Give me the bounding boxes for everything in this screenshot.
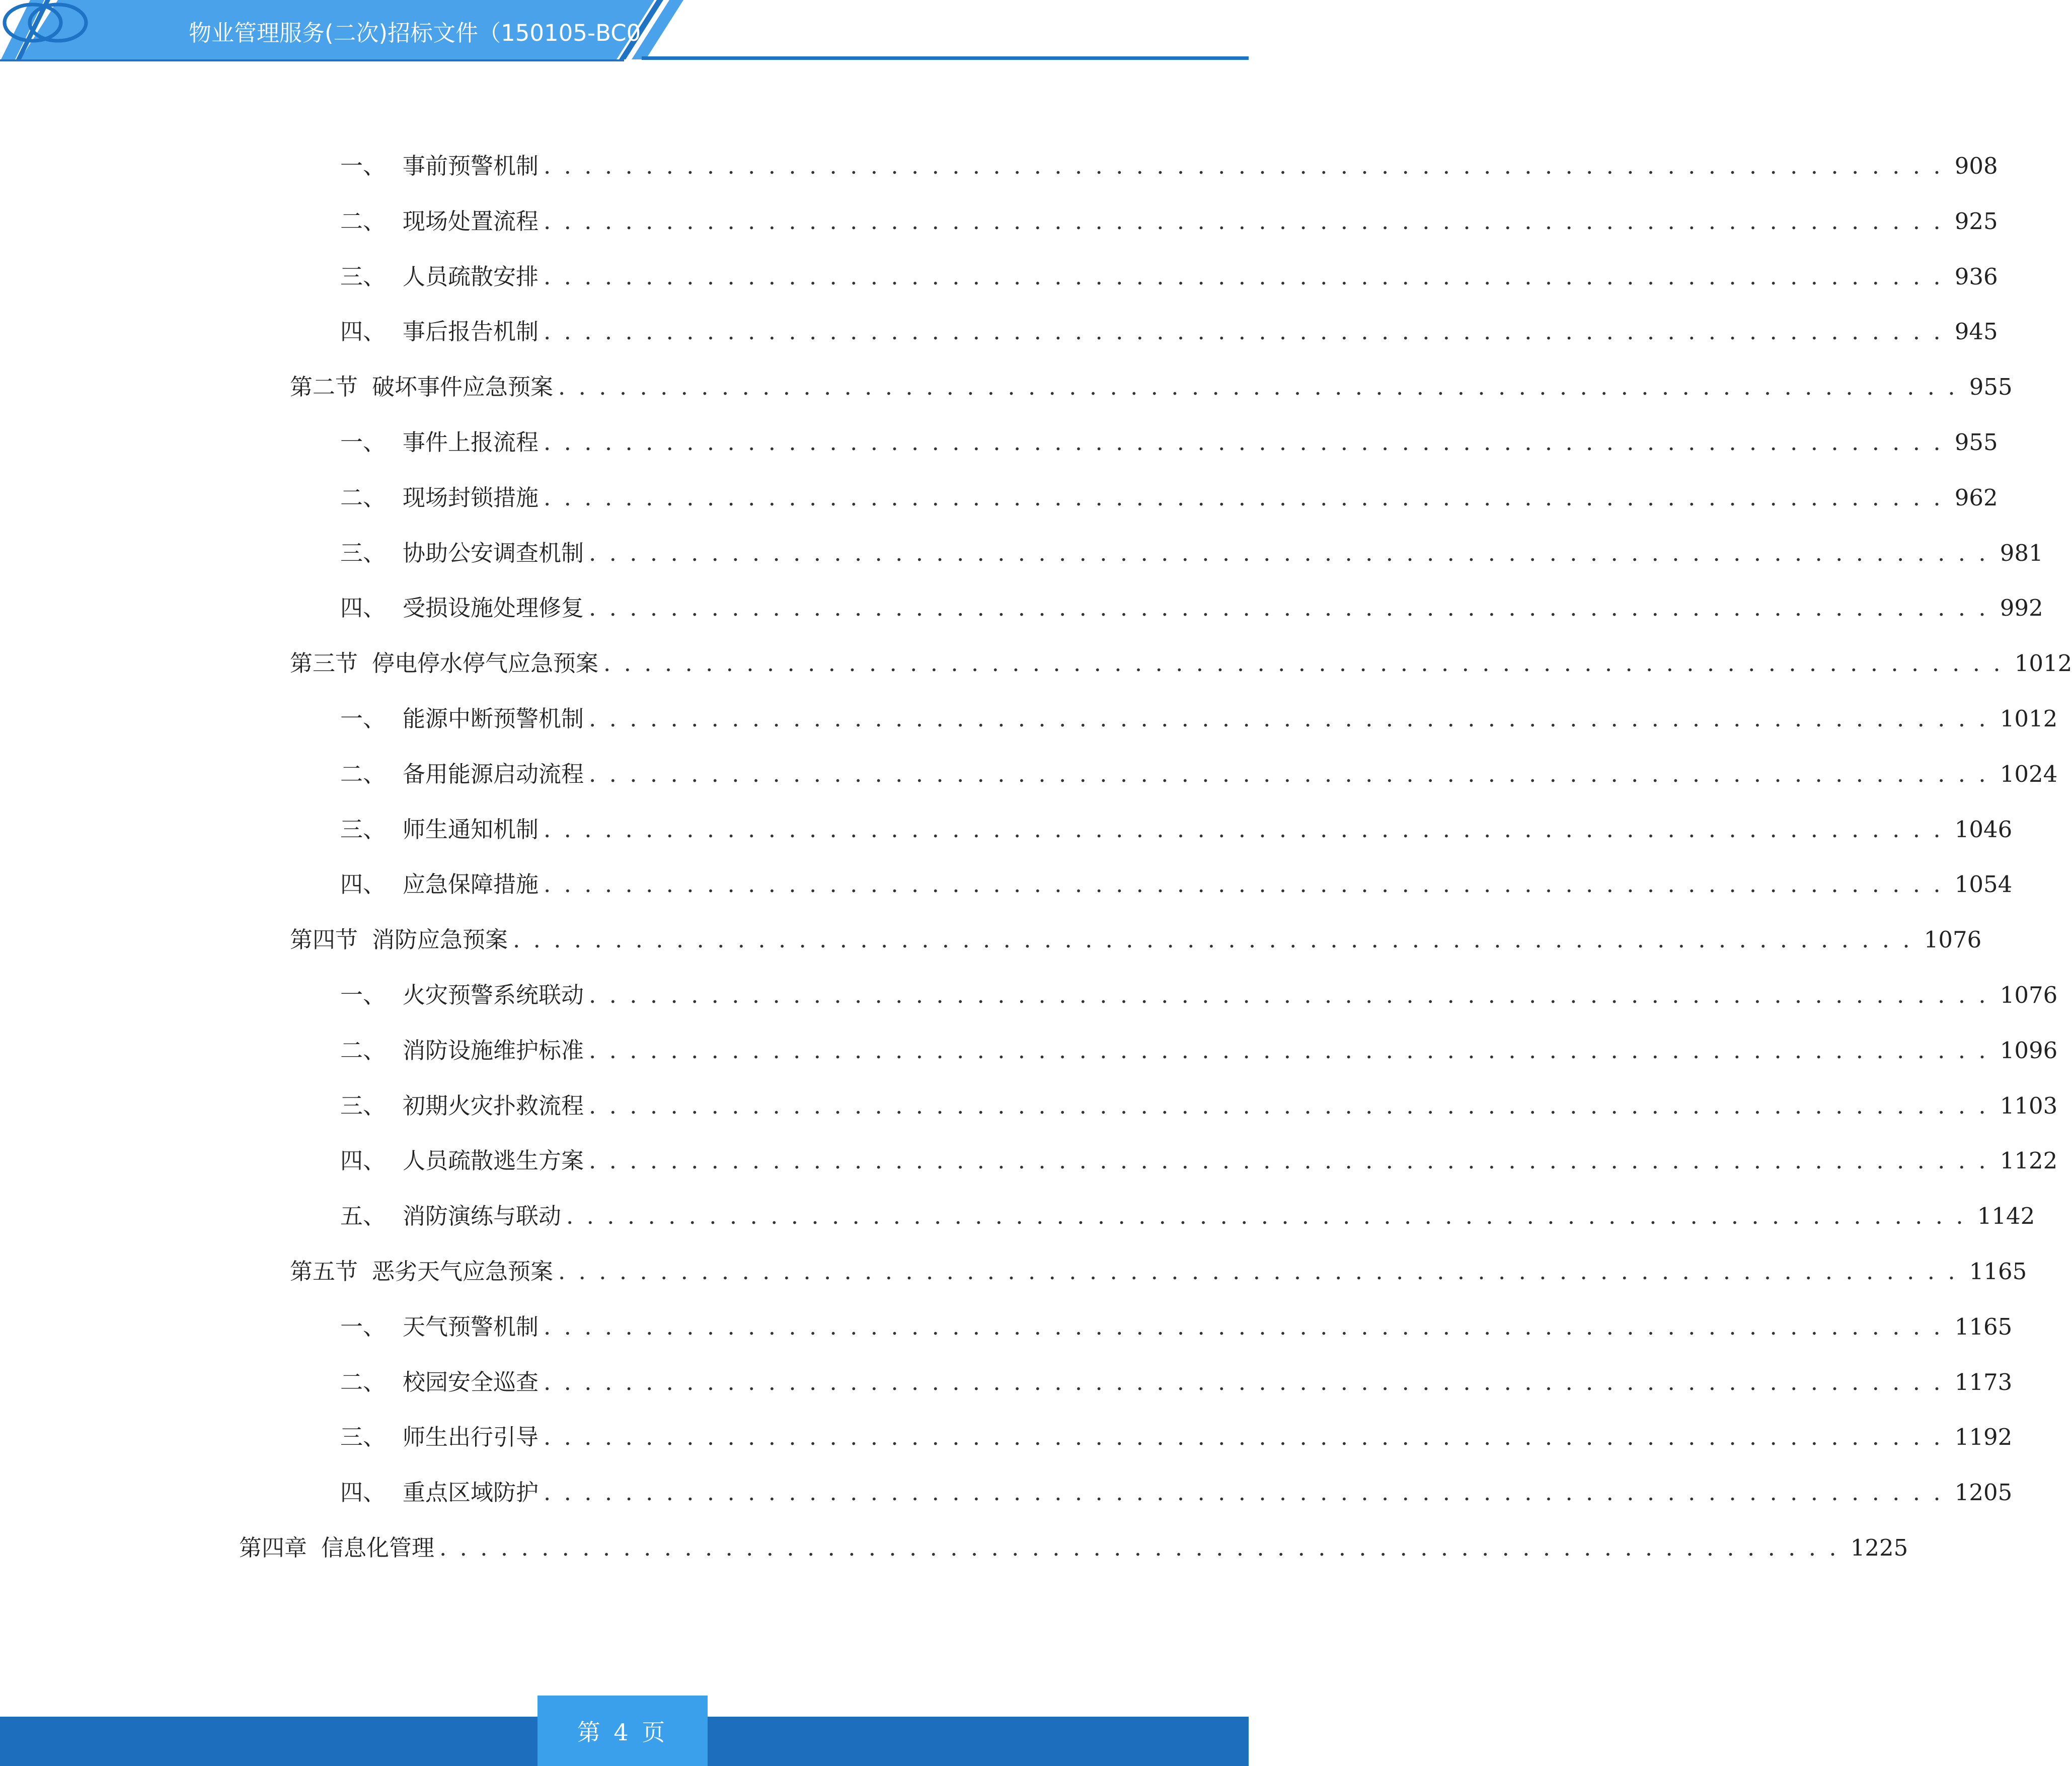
toc-dot-leader: . . . . . . . . . . . . . . . . . . . . . . . . . . . . . . . . . . . . . . . . . . . . . . . . . . . . . . . . . . . . . . . . . . . . . xyxy=(603,650,2004,677)
toc-entry-number: 一、 xyxy=(340,705,386,732)
toc-entry-number: 四、 xyxy=(340,1147,386,1174)
toc-entry-number: 三、 xyxy=(340,816,386,843)
toc-dot-leader: . . . . . . . . . . . . . . . . . . . . . . . . . . . . . . . . . . . . . . . . . . . . . . . . . . . . . . . . . . . . . . . . . . . . . xyxy=(558,374,1958,400)
toc-entry[interactable] xyxy=(340,1367,2013,1397)
toc-entry-number: 三、 xyxy=(340,1424,386,1450)
toc-entry-title: 事件上报流程 xyxy=(403,429,539,456)
toc-dot-leader: . . . . . . . . . . . . . . . . . . . . . . . . . . . . . . . . . . . . . . . . . . . . . . . . . . . . . . . . . . . . . . . . . . . . . xyxy=(544,871,1944,898)
page-number-label: 第 4 页 xyxy=(577,1719,668,1746)
toc-entry-title: 天气预警机制 xyxy=(403,1313,539,1340)
toc-entry[interactable] xyxy=(340,151,1998,181)
toc-entry-number: 第四节 xyxy=(290,926,358,953)
toc-entry[interactable] xyxy=(239,1533,1908,1563)
toc-entry[interactable] xyxy=(340,1422,2013,1452)
toc-dot-leader: . . . . . . . . . . . . . . . . . . . . . . . . . . . . . . . . . . . . . . . . . . . . . . . . . . . . . . . . . . . . . . . . . . . . . xyxy=(589,1092,1989,1119)
toc-entry[interactable] xyxy=(340,262,1998,292)
toc-entry[interactable] xyxy=(340,1478,2013,1508)
toc-entry-page-number: 1076 xyxy=(1924,926,1982,953)
toc-entry-number: 五、 xyxy=(340,1203,386,1229)
toc-entry[interactable] xyxy=(340,704,2058,734)
toc-dot-leader: . . . . . . . . . . . . . . . . . . . . . . . . . . . . . . . . . . . . . . . . . . . . . . . . . . . . . . . . . . . . . . . . . . . . . xyxy=(589,705,1989,732)
toc-dot-leader: . . . . . . . . . . . . . . . . . . . . . . . . . . . . . . . . . . . . . . . . . . . . . . . . . . . . . . . . . . . . . . . . . . . . . xyxy=(544,816,1944,843)
toc-entry[interactable] xyxy=(340,815,2013,845)
toc-entry[interactable] xyxy=(290,925,1982,955)
toc-dot-leader: . . . . . . . . . . . . . . . . . . . . . . . . . . . . . . . . . . . . . . . . . . . . . . . . . . . . . . . . . . . . . . . . . . . . . xyxy=(544,1369,1944,1395)
toc-entry-page-number: 962 xyxy=(1954,484,1998,511)
toc-entry[interactable] xyxy=(340,593,2043,623)
toc-entry-page-number: 1142 xyxy=(1977,1203,2035,1229)
toc-entry-number: 二、 xyxy=(340,761,386,787)
toc-entry-page-number: 945 xyxy=(1954,318,1998,345)
toc-dot-leader: . . . . . . . . . . . . . . . . . . . . . . . . . . . . . . . . . . . . . . . . . . . . . . . . . . . . . . . . . . . . . . . . . . . . . xyxy=(544,208,1944,235)
toc-dot-leader: . . . . . . . . . . . . . . . . . . . . . . . . . . . . . . . . . . . . . . . . . . . . . . . . . . . . . . . . . . . . . . . . . . . . . xyxy=(544,318,1944,345)
page-header xyxy=(0,0,1249,65)
toc-entry[interactable] xyxy=(340,427,1998,458)
toc-entry-number: 三、 xyxy=(340,263,386,290)
toc-entry-page-number: 936 xyxy=(1954,263,1998,290)
toc-entry-page-number: 1012 xyxy=(2014,650,2072,677)
toc-entry-page-number: 1076 xyxy=(2000,982,2058,1008)
toc-entry-number: 四、 xyxy=(340,318,386,345)
toc-entry-title: 能源中断预警机制 xyxy=(403,705,584,732)
toc-entry-title: 事后报告机制 xyxy=(403,318,539,345)
toc-entry-number: 第四章 xyxy=(239,1534,308,1561)
toc-entry-number: 第二节 xyxy=(290,374,358,400)
toc-entry-page-number: 955 xyxy=(1969,374,2013,400)
toc-entry-title: 破坏事件应急预案 xyxy=(372,374,554,400)
toc-entry[interactable] xyxy=(340,1146,2058,1176)
toc-entry-number: 二、 xyxy=(340,484,386,511)
toc-entry-title: 协助公安调查机制 xyxy=(403,540,584,566)
toc-entry-page-number: 1054 xyxy=(1954,871,2013,898)
toc-entry-number: 三、 xyxy=(340,540,386,566)
toc-entry[interactable] xyxy=(340,1091,2058,1121)
toc-entry-title: 消防设施维护标准 xyxy=(403,1037,584,1064)
toc-entry-number: 第五节 xyxy=(290,1258,358,1285)
page-number-box xyxy=(538,1696,708,1766)
toc-entry-page-number: 1205 xyxy=(1954,1479,2013,1506)
toc-entry-title: 人员疏散逃生方案 xyxy=(403,1147,584,1174)
toc-entry-page-number: 1046 xyxy=(1954,816,2013,843)
toc-entry-page-number: 981 xyxy=(2000,540,2043,566)
toc-entry-page-number: 1103 xyxy=(2000,1092,2058,1119)
toc-entry[interactable] xyxy=(340,317,1998,347)
toc-entry-title: 应急保障措施 xyxy=(403,871,539,898)
toc-entry-title: 消防演练与联动 xyxy=(403,1203,562,1229)
toc-entry-number: 二、 xyxy=(340,208,386,235)
toc-entry-title: 信息化管理 xyxy=(321,1534,435,1561)
toc-entry-title: 消防应急预案 xyxy=(372,926,508,953)
toc-entry[interactable] xyxy=(340,1312,2013,1342)
toc-entry[interactable] xyxy=(340,759,2058,789)
toc-entry-title: 师生出行引导 xyxy=(403,1424,539,1450)
toc-entry-number: 二、 xyxy=(340,1369,386,1395)
toc-dot-leader: . . . . . . . . . . . . . . . . . . . . . . . . . . . . . . . . . . . . . . . . . . . . . . . . . . . . . . . . . . . . . . . . . . . . . xyxy=(544,429,1944,456)
toc-entry-number: 二、 xyxy=(340,1037,386,1064)
toc-entry-title: 现场封锁措施 xyxy=(403,484,539,511)
toc-entry-title: 事前预警机制 xyxy=(403,153,539,179)
toc-entry-page-number: 908 xyxy=(1954,153,1998,179)
toc-entry-title: 恶劣天气应急预案 xyxy=(372,1258,554,1285)
toc-dot-leader: . . . . . . . . . . . . . . . . . . . . . . . . . . . . . . . . . . . . . . . . . . . . . . . . . . . . . . . . . . . . . . . . . . . . . xyxy=(544,1479,1944,1506)
toc-entry-page-number: 1225 xyxy=(1850,1534,1908,1561)
toc-dot-leader: . . . . . . . . . . . . . . . . . . . . . . . . . . . . . . . . . . . . . . . . . . . . . . . . . . . . . . . . . . . . . . . . . . . . . xyxy=(558,1258,1958,1285)
toc-entry-title: 师生通知机制 xyxy=(403,816,539,843)
toc-dot-leader: . . . . . . . . . . . . . . . . . . . . . . . . . . . . . . . . . . . . . . . . . . . . . . . . . . . . . . . . . . . . . . . . . . . . . xyxy=(566,1203,1966,1229)
toc-entry-number: 四、 xyxy=(340,1479,386,1506)
toc-dot-leader: . . . . . . . . . . . . . . . . . . . . . . . . . . . . . . . . . . . . . . . . . . . . . . . . . . . . . . . . . . . . . . . . . . . . . xyxy=(544,484,1944,511)
toc-dot-leader: . . . . . . . . . . . . . . . . . . . . . . . . . . . . . . . . . . . . . . . . . . . . . . . . . . . . . . . . . . . . . . . . . . . . . xyxy=(589,982,1989,1008)
toc-entry-title: 受损设施处理修复 xyxy=(403,595,584,621)
toc-entry-number: 四、 xyxy=(340,871,386,898)
toc-entry[interactable] xyxy=(340,483,1998,513)
toc-entry-title: 人员疏散安排 xyxy=(403,263,539,290)
toc-entry[interactable] xyxy=(290,1257,2027,1287)
toc-entry[interactable] xyxy=(290,648,2072,679)
toc-entry-title: 初期火灾扑救流程 xyxy=(403,1092,584,1119)
toc-dot-leader: . . . . . . . . . . . . . . . . . . . . . . . . . . . . . . . . . . . . . . . . . . . . . . . . . . . . . . . . . . . . . . . . . . . . . xyxy=(513,926,1913,953)
toc-entry-title: 停电停水停气应急预案 xyxy=(372,650,599,677)
toc-entry-page-number: 1192 xyxy=(1954,1424,2013,1450)
toc-entry[interactable] xyxy=(340,869,2013,900)
toc-dot-leader: . . . . . . . . . . . . . . . . . . . . . . . . . . . . . . . . . . . . . . . . . . . . . . . . . . . . . . . . . . . . . . . . . . . . . xyxy=(439,1534,1839,1561)
toc-entry-page-number: 955 xyxy=(1954,429,1998,456)
toc-entry-page-number: 1173 xyxy=(1954,1369,2013,1395)
toc-entry[interactable] xyxy=(340,206,1998,237)
toc-dot-leader: . . . . . . . . . . . . . . . . . . . . . . . . . . . . . . . . . . . . . . . . . . . . . . . . . . . . . . . . . . . . . . . . . . . . . xyxy=(589,761,1989,787)
toc-entry-page-number: 925 xyxy=(1954,208,1998,235)
toc-entry-page-number: 1165 xyxy=(1969,1258,2027,1285)
toc-entry-page-number: 1024 xyxy=(2000,761,2058,787)
toc-entry-page-number: 1096 xyxy=(2000,1037,2058,1064)
toc-dot-leader: . . . . . . . . . . . . . . . . . . . . . . . . . . . . . . . . . . . . . . . . . . . . . . . . . . . . . . . . . . . . . . . . . . . . . xyxy=(589,1147,1989,1174)
toc-entry-title: 备用能源启动流程 xyxy=(403,761,584,787)
toc-entry-page-number: 992 xyxy=(2000,595,2043,621)
toc-entry-title: 火灾预警系统联动 xyxy=(403,982,584,1008)
toc-entry-page-number: 1012 xyxy=(2000,705,2058,732)
toc-entry-number: 一、 xyxy=(340,1313,386,1340)
toc-dot-leader: . . . . . . . . . . . . . . . . . . . . . . . . . . . . . . . . . . . . . . . . . . . . . . . . . . . . . . . . . . . . . . . . . . . . . xyxy=(589,540,1989,566)
toc-entry[interactable] xyxy=(340,1201,2035,1231)
header-rule-left xyxy=(0,59,624,61)
toc-entry-number: 三、 xyxy=(340,1092,386,1119)
interlocking-rings-logo-icon xyxy=(0,0,91,45)
toc-entry-number: 一、 xyxy=(340,982,386,1008)
toc-dot-leader: . . . . . . . . . . . . . . . . . . . . . . . . . . . . . . . . . . . . . . . . . . . . . . . . . . . . . . . . . . . . . . . . . . . . . xyxy=(544,1424,1944,1450)
toc-entry[interactable] xyxy=(340,980,2058,1010)
header-rule xyxy=(642,56,1249,60)
toc-dot-leader: . . . . . . . . . . . . . . . . . . . . . . . . . . . . . . . . . . . . . . . . . . . . . . . . . . . . . . . . . . . . . . . . . . . . . xyxy=(544,263,1944,290)
toc-entry-number: 第三节 xyxy=(290,650,358,677)
toc-entry-title: 重点区域防护 xyxy=(403,1479,539,1506)
toc-entry-number: 四、 xyxy=(340,595,386,621)
toc-entry-title: 校园安全巡查 xyxy=(403,1369,539,1395)
toc-entry-number: 一、 xyxy=(340,153,386,179)
toc-entry-number: 一、 xyxy=(340,429,386,456)
toc-entry-page-number: 1122 xyxy=(2000,1147,2058,1174)
toc-dot-leader: . . . . . . . . . . . . . . . . . . . . . . . . . . . . . . . . . . . . . . . . . . . . . . . . . . . . . . . . . . . . . . . . . . . . . xyxy=(589,1037,1989,1064)
toc-entry[interactable] xyxy=(340,538,2043,568)
toc-dot-leader: . . . . . . . . . . . . . . . . . . . . . . . . . . . . . . . . . . . . . . . . . . . . . . . . . . . . . . . . . . . . . . . . . . . . . xyxy=(544,153,1944,179)
header-title: 物业管理服务(二次)招标文件（150105-BC0 xyxy=(189,20,641,46)
toc-entry-page-number: 1165 xyxy=(1954,1313,2013,1340)
toc-entry[interactable] xyxy=(340,1036,2058,1066)
toc-entry-title: 现场处置流程 xyxy=(403,208,539,235)
toc-dot-leader: . . . . . . . . . . . . . . . . . . . . . . . . . . . . . . . . . . . . . . . . . . . . . . . . . . . . . . . . . . . . . . . . . . . . . xyxy=(589,595,1989,621)
toc-dot-leader: . . . . . . . . . . . . . . . . . . . . . . . . . . . . . . . . . . . . . . . . . . . . . . . . . . . . . . . . . . . . . . . . . . . . . xyxy=(544,1313,1944,1340)
toc-entry[interactable] xyxy=(290,372,2013,402)
